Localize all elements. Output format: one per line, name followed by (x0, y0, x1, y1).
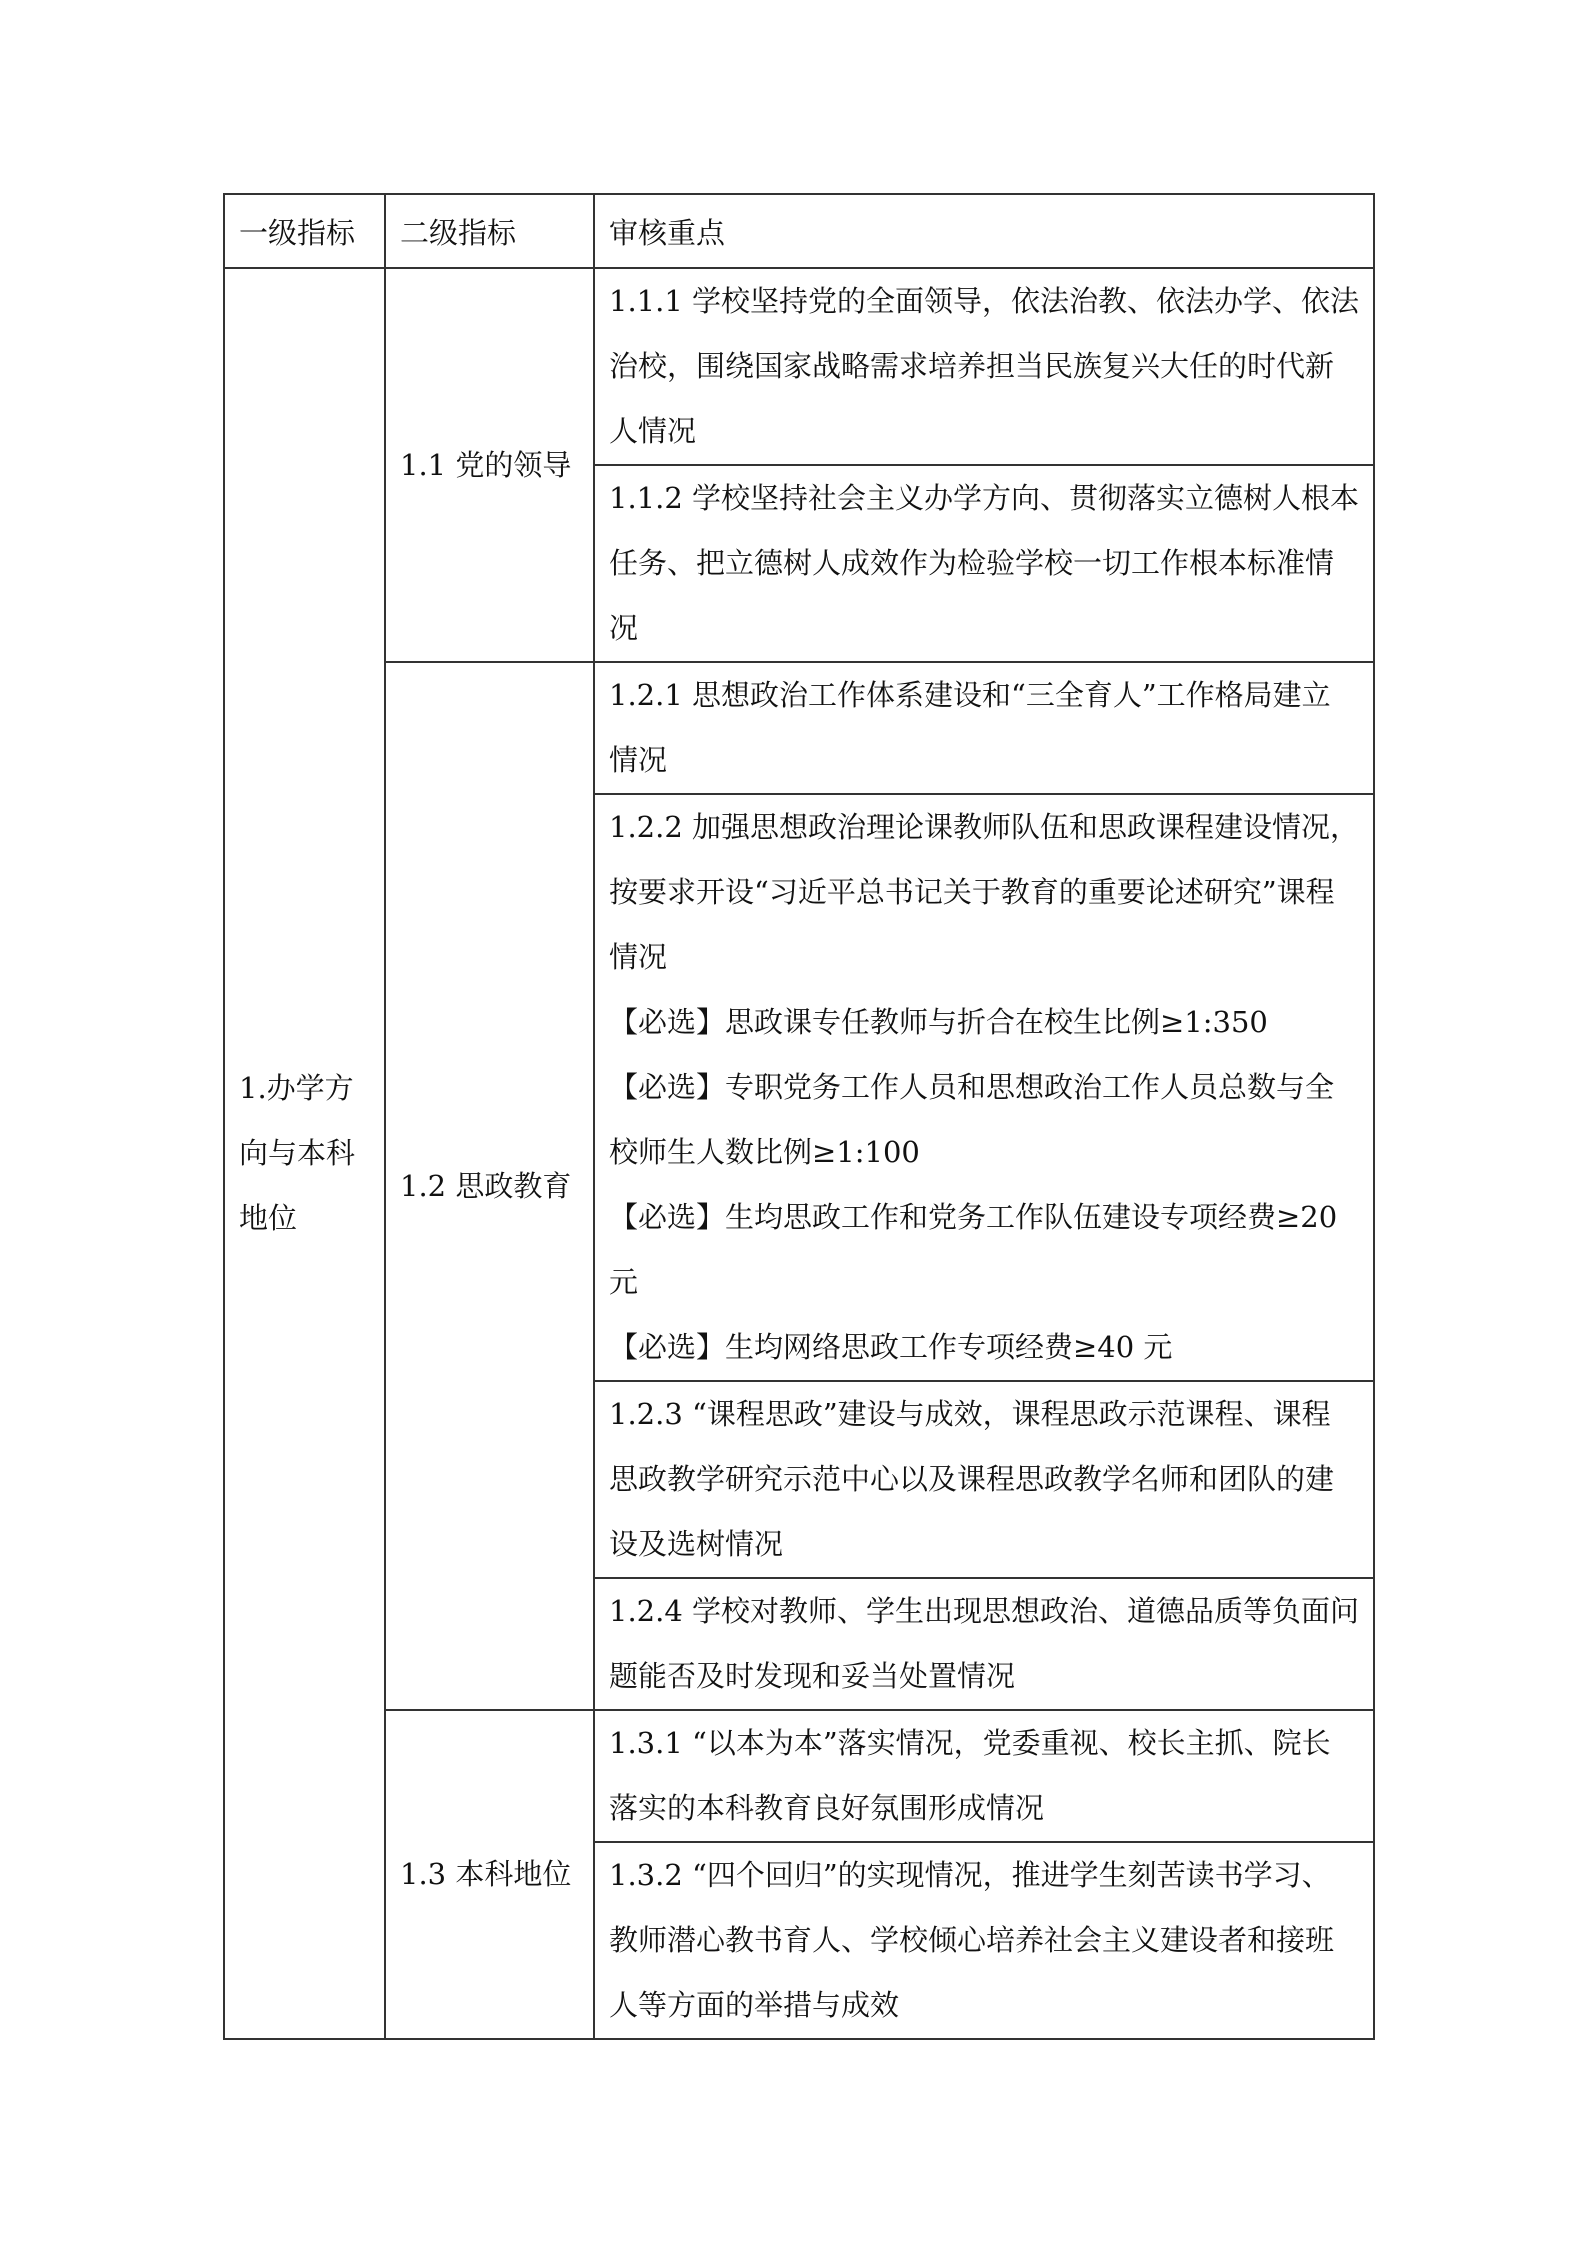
level1-cell: 1.办学方向与本科地位 (224, 268, 385, 2039)
level2-cell-1-1: 1.1 党的领导 (385, 268, 594, 662)
required-indicator: 【必选】生均网络思政工作专项经费≥40 元 (609, 1330, 1173, 1364)
level2-cell-1-3: 1.3 本科地位 (385, 1710, 594, 2039)
required-indicator: 【必选】思政课专任教师与折合在校生比例≥1:350 (609, 1005, 1268, 1039)
focus-item-1-2-4 (594, 1578, 1374, 1710)
focus-item-1-2-3 (594, 1381, 1374, 1578)
focus-text: 1.2.4 学校对教师、学生出现思想政治、道德品质等负面问题能否及时发现和妥当处置情况 (609, 1594, 1360, 1693)
focus-text: 1.3.1 “以本为本”落实情况，党委重视、校长主抓、院长落实的本科教育良好氛围形成情况 (609, 1726, 1331, 1825)
focus-item-1-1-2 (594, 465, 1374, 662)
focus-text: 1.1.2 学校坚持社会主义办学方向、贯彻落实立德树人根本任务、把立德树人成效作为检验学校一切工作根本标准情况 (609, 481, 1360, 645)
header-level2: 二级指标 (385, 194, 594, 268)
focus-item-1-2-1 (594, 662, 1374, 794)
header-level1: 一级指标 (224, 194, 385, 268)
required-indicator: 【必选】专职党务工作人员和思想政治工作人员总数与全校师生人数比例≥1:100 (609, 1070, 1335, 1169)
level2-cell-1-2: 1.2 思政教育 (385, 662, 594, 1710)
required-indicator: 【必选】生均思政工作和党务工作队伍建设专项经费≥20 元 (609, 1200, 1338, 1299)
focus-item-1-2-2 (594, 794, 1374, 1381)
header-focus: 审核重点 (594, 194, 1374, 268)
focus-text: 1.1.1 学校坚持党的全面领导，依法治教、依法办学、依法治校，围绕国家战略需求培养担当民族复兴大任的时代新人情况 (609, 284, 1360, 448)
focus-item-1-3-1 (594, 1710, 1374, 1842)
focus-text: 1.2.3 “课程思政”建设与成效，课程思政示范课程、课程思政教学研究示范中心以及课程思政教学名师和团队的建设及选树情况 (609, 1397, 1335, 1561)
table-header-row (224, 194, 1374, 268)
focus-item-1-1-1 (594, 268, 1374, 465)
table-row (224, 1710, 1374, 1842)
focus-text: 1.2.1 思想政治工作体系建设和“三全育人”工作格局建立情况 (609, 678, 1331, 777)
table-row (224, 662, 1374, 794)
focus-item-1-3-2 (594, 1842, 1374, 2039)
focus-text: 1.2.2 加强思想政治理论课教师队伍和思政课程建设情况，按要求开设“习近平总书记关于教育的重要论述研究”课程情况 (609, 810, 1360, 974)
review-table (223, 193, 1375, 2040)
focus-text: 1.3.2 “四个回归”的实现情况，推进学生刻苦读书学习、教师潜心教书育人、学校倾心培养社会主义建设者和接班人等方面的举措与成效 (609, 1858, 1335, 2022)
table-row (224, 268, 1374, 465)
